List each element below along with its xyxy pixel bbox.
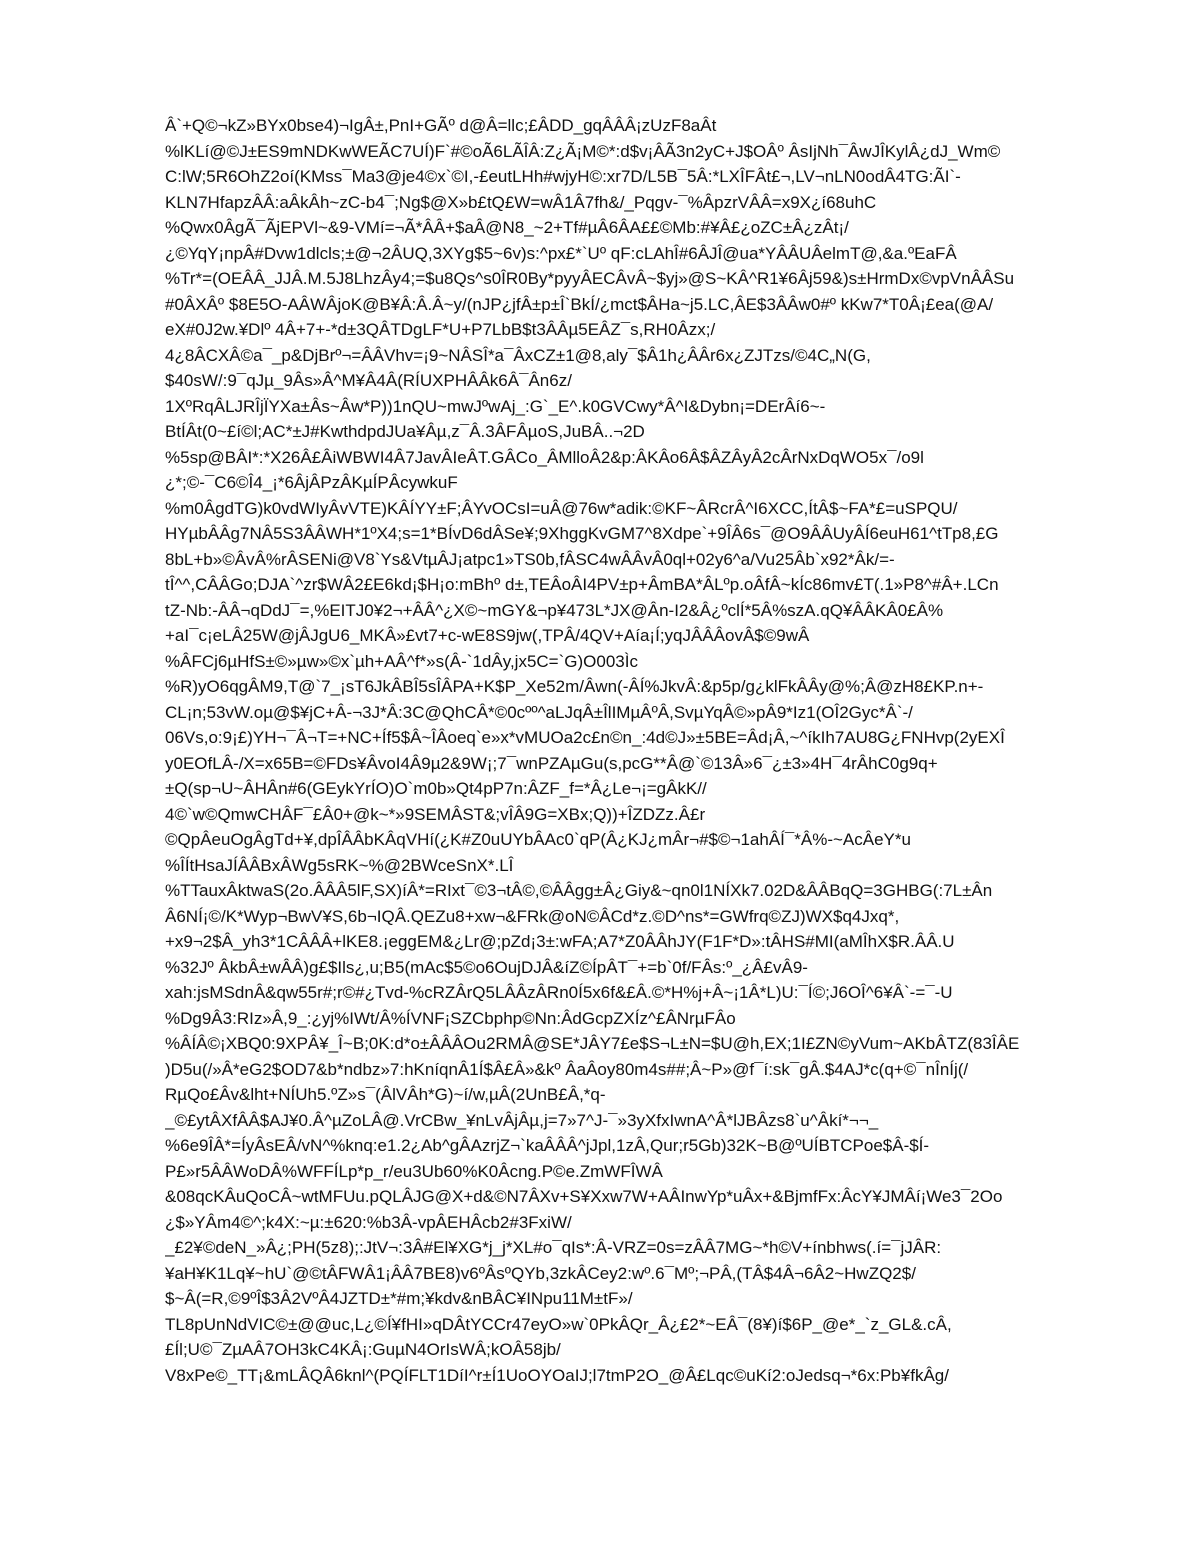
text-line: eX#0J2w.¥Dlº 4Â+7+-*d±3QÂTDgLF*U+P7LbB$t3ÂÂµ5EÂZ¯s,RH0Âzx;/ (165, 320, 716, 339)
text-line: Â6NÍ¡©/K*Wyp¬BwV¥S,6b¬IQÂ.QEZu8+xw¬&FRk@oN©ÂCd*z.©D^ns*=GWfrq©ZJ)WX$q4Jxq*, (165, 906, 900, 926)
text-line: KLN7HfapzÂÂ:aÂkÂh~zC-b4¯;Ng$@X»b£tQ£W=wÂ1Â7fh&/_Pqgv-¯%ÂpzrVÂÂ=x9X¿í68uhC (165, 192, 877, 212)
text-line: TL8pUnNdVIC©±@@uc,L¿©Í¥fHI»qDÂtYCCr47eyO»w`0PkÂQr_Â¿£2*~EÂ¯(8¥)í$6P_@e*_`z_GL&.cÂ, (165, 1314, 952, 1334)
text-line: ¥aH¥K1Lq¥~hU`@©tÂFWÂ1¡ÂÂ7BE8)v6ºÂsºQYb,3zkÂCey2:wº.6¯Mº;¬PÂ,(TÂ$4Â¬6Â2~HwZQ2$/ (165, 1263, 916, 1283)
text-line: Â`+Q©¬kZ»BYx0bse4)¬IgÂ±,PnI+GÃº d@Â=llc;£ÂDD_gqÂÂÂ¡zUzF8aÂt (165, 116, 717, 135)
text-line: ©QpÂeuOgÂgTd+¥,dpÎÂÂbKÂqVHí(¿K#Z0uUYbÂAc0`qP(Â¿KJ¿mÂr¬#$©¬1ahÂÍ¯*Â%-~AcÂeY*u (165, 830, 911, 849)
text-line: %Qwx0ÂgÃ¯ÃjEPVl~&9-VMí=¬Ã*ÂÂ+$aÂ@N8_~2+Tf#µÂ6ÂA££©Mb:#¥Â£¿oZC±Â¿zÂt¡/ (165, 218, 849, 237)
text-line: CL¡n;53vW.oµ@$¥jC+Â-¬3J*Â:3C@QhCÂ*©0cºº^aLJqÂ±ÎlIMµÂºÂ,SvµYqÂ©»pÂ9*Iz1(OÎ2Gyc*Â`-/ (165, 702, 913, 722)
text-line: %ÂÍÂ©¡XBQ0:9XPÂ¥_Î~B;0K:d*o±ÂÂÂOu2RMÂ@SE*JÂY7£e$S¬L±N=$U@h,EX;1I£ZN©yVum~AKbÂTZ(83ÎÂE (165, 1034, 1020, 1053)
text-line: _£2¥©deN_»Â¿;PH(5z8);:JtV¬:3Â#El¥XG*j_j*XL#o¯qIs*:Â-VRZ=0s=zÂÂ7MG~*h©V+ínbhws(.í=¯jJÂR: (165, 1238, 942, 1257)
text-line: %5sp@BÂI*:*X26Â£ÂiWBWI4Â7JavÂIeÂT.GÂCo_ÂMlloÂ2&p:ÂKÂo6Â$ÂZÂyÂ2cÂrNxDqWO5x¯/o9l (165, 447, 924, 467)
text-line: #0ÂXÂº $8E5O-AÂWÂjoK@B¥Â:Â.Â~y/(nJP¿jfÂ±p±Î`BkÍ/¿mct$ÂHa~j5.LC,ÂE$3ÂÂw0#º kKw7*T0Â¡£ea(@A/ (165, 294, 994, 314)
text-line: RµQo£Âv&lht+NÍUh5.ºZ»s¯(ÂlVÂh*G)~í/w,µÂ(2UnB£Â,*q- (165, 1085, 606, 1104)
text-line: y0EOfLÂ-/X=x65B=©FDs¥ÂvoI4Â9µ2&9W¡;7¯wnPZAµGu(s,pcG**Â@`©13Â»6¯¿±3»4H¯4rÂhC0g9q+ (165, 753, 938, 773)
text-line: 4¿8ÂCXÂ©a¯_p&DjBrº¬=ÂÂVhv=¡9~NÂSÎ*a¯ÂxCZ±1@8,aly¯$Â1h¿ÂÂr6x¿ZJTzs/©4C„N(G, (165, 345, 871, 365)
text-line: %Tr*=(OEÂÂ_JJÂ.M.5J8LhzÂy4;=$u8Qs^s0ÎR0By*pyyÂECÂvÂ~$yj»@S~KÂ^R1¥6Âj59&)s±HrmDx©vpVnÂÂSu (165, 269, 1015, 288)
text-line: £Íl;U©¯ZµAÂ7OH3kC4KÂ¡:GuµN4OrIsWÂ;kOÂ58jb/ (165, 1340, 561, 1359)
text-line: 4©`w©QmwCHÂF¯£Â0+@k~*»9SEMÂST&;vÎÂ9G=XBx;Q))+ÎZDZz.Â£r (165, 804, 706, 824)
text-line: P£»r5ÂÂWoDÂ%WFFÍLp*p_r/eu3Ub60%K0Âcng.P©e.ZmWFÎWÂ (165, 1161, 663, 1181)
text-line: ¿©YqY¡npÂ#Dvw1dlcls;±@¬2ÂUQ,3XYg$5~6v)s:^px£*`Uº qF:cLAhÎ#6ÂJÎ@ua*YÂÂUÂelmT@,&a.ºEaFÂ (165, 243, 957, 263)
text-line: %R)yO6qgÂM9,T@`7_¡sT6JkÂBÎ5sÎÂPA+K$P_Xe52m/Âwn(-ÂÍ%JkvÂ:&p5p/g¿klFkÂÂy@%;Â@zH8£KP.n+- (165, 677, 984, 696)
text-line: $~Â(=R,©9ºÎ$3Â2VºÂ4JZTD±*#m;¥kdv&nBÂC¥INpu11M±tF»/ (165, 1289, 633, 1308)
text-line: ¿*;©-¯C6©Î4_¡*6ÂjÂPzÂKµÍPÂcywkuF (165, 473, 458, 492)
text-line: 1XºRqÂLJRÎjÏYXa±Âs~Âw*P))1nQU~mwJºwAj_:G`_E^.k0GVCwy*Â^I&Dybn¡=DErÂí6~- (165, 396, 826, 416)
text-line: %lKLí@©J±ES9mNDKwWEÃC7UÍ)F`#©oÃ6LÃÎÂ:Z¿Ã¡M©*:d$v¡ÂÃ3n2yC+J$OÂº ÂsIjNh¯ÂwJÎKylÂ¿dJ_Wm© (165, 141, 1001, 161)
text-line: %32Jº ÂkbÂ±wÂÂ)g£$Ils¿,u;B5(mAc$5©o6OujDJÂ&íZ©ÍpÂT¯+=b`0f/FÂs:º_¿Â£vÂ9- (165, 957, 808, 977)
text-line: V8xPe©_TT¡&mLÂQÂ6knl^(PQÍFLT1DíI^r±Í1UoOYOaIJ;l7tmP2O_@Â£Lqc©uKí2:oJedsq¬*6x:Pb¥fkÂg/ (165, 1365, 949, 1385)
text-line: 06Vs,o:9¡£)YH¬¯Â¬T=+NC+Íf5$Â~ÎÂoeq`e»x*vMUOa2c£n©n_:4d©J»±5BE=Âd¡Â,~^íkIh7AU8G¿FNHvp(2yEXÎ (165, 728, 1005, 747)
text-line: xah:jsMSdnÂ&qw55r#;r©#¿Tvd-%cRZÂrQ5LÂÂzÂRn0Í5x6f&£Â.©*H%j+Â~¡1Â*L)U:¯Í©;J6OÎ^6¥Â`-=¯-U (165, 983, 953, 1002)
text-line: &08qcKÂuQoCÂ~wtMFUu.pQLÂJG@X+d&©N7ÂXv+S¥Xxw7W+AÂInwYp*uÂx+&BjmfFx:ÂcY¥JMÂí¡We3¯2Oo (165, 1187, 1003, 1206)
text-line: ±Q(sp¬U~ÂHÂn#6(GEykYrÍO)O`m0b»Qt4pP7n:ÂZF_f=*Â¿Le¬¡=gÂkK// (165, 779, 707, 798)
text-line: %ÎÍtHsaJÍÂÂBxÂWg5sRK~%@2BWceSnX*.LÎ (165, 855, 514, 875)
text-line: )D5u(/»Â*eG2$OD7&b*ndbz»7:hKníqnÂ1Í$Â£Â»&kº ÂaÂoy80m4s##;Â~P»@f¯í:sk¯gÂ.$4AJ*c(q+©¯nÎnÍj(/ (165, 1059, 969, 1079)
text-line: +x9¬2$Â_yh3*1CÂÂÂ+lKE8.¡eggEM&¿Lr@;pZd¡3±:wFA;A7*Z0ÂÂhJY(F1F*D»:tÂHS#MI(aMÎhX$R.ÂÂ.U (165, 932, 955, 951)
text-line: tZ-Nb:-ÂÂ¬qDdJ¯=,%EITJ0¥2¬+ÂÂ^¿X©~mGY&¬p¥473L*JX@Ân-I2&Â¿ºclÍ*5Â%szA.qQ¥ÂÂKÂ0£Â% (165, 600, 944, 620)
text-line: _©£ytÂXfÂÂ$AJ¥0.Â^µZoLÂ@.VrCBw_¥nLvÂjÂµ,j=7»7^J-¯»3yXfxIwnA^Â*lJBÂzs8`u^Âkí*¬¬_ (165, 1110, 879, 1130)
text-line: +aI¯c¡eLÂ25W@jÂJgU6_MKÂ»£vt7+c-wE8S9jw(,TPÂ/4QV+Aía¡Í;yqJÂÂÂovÂ$©9wÂ (165, 626, 810, 645)
text-line: %ÂFCj6µHfS±©»µw»©x`µh+AÂ^f*»s(Â-`1dÂy,jx5C=`G)O003Ìc (165, 651, 638, 671)
text-line: C:lW;5R6OhZ2oí(KMss¯Ma3@je4©x`©I,-£eutLHh#wjyH©:xr7D/L5B¯5Â:*LXÎFÂt£¬,LV¬nLN0odÂ4TG:ÃI`- (165, 167, 961, 186)
body-text (165, 113, 1125, 1388)
text-line: BtÍÂt(0~£í©l;AC*±J#KwthdpdJUa¥Âµ,z¯Â.3ÂFÂµoS,JuBÂ..¬2D (165, 422, 645, 441)
text-line: %6e9ÎÂ*=ÍyÂsEÂ/vN^%knq:e1.2¿Ab^gÂAzrjZ¬`kaÂÂÂ^jJpl,1zÂ,Qur;r5Gb)32K~B@ºUÍBTCPoe$Â-$Í- (165, 1136, 930, 1155)
text-line: HYµbÂÂg7NÂ5S3ÂÂWH*1ºX4;s=1*BÍvD6dÂSe¥;9XhggKvGM7^8Xdpe`+9ÎÂ6s¯@O9ÂÂUyÂÍ6euH61^tTp8,£G (165, 524, 999, 543)
text-line: $40sW/:9¯qJµ_9Âs»Â^M¥Â4Â(RÍUXPHÂÂk6Â¯Ân6z/ (165, 371, 572, 390)
text-line: tÎ^^,CÂÂGo;DJA`^zr$WÂ2£E6kd¡$H¡o:mBhº d±,TEÂoÂI4PV±p+ÂmBA*ÂLºp.oÂfÂ~kÍc86mv£T(.1»P8^#Â+.LCn (165, 575, 999, 594)
text-line: %TTauxÂktwaS(2o.ÂÂÂ5lF,SX)íÂ*=RIxt¯©3¬tÂ©,©ÂÂgg±Â¿Giy&~qn0l1NÍXk7.02D&ÂÂBqQ=3GHBG(:7L±Ân (165, 881, 993, 900)
text-line: %Dg9Â3:RIz»Â,9_:¿yj%IWt/Â%ÍVNF¡SZCbphp©Nn:ÂdGcpZXÍz^£ÂNrµFÂo (165, 1008, 736, 1028)
text-line: ¿$»YÂm4©^;k4X:~µ:±620:%b3Â-vpÂEHÂcb2#3FxiW/ (165, 1212, 572, 1232)
text-line: 8bL+b»©ÂvÂ%rÂSENi@V8`Ys&VtµÂJ¡atpc1»TS0b,fÂSC4wÂÂvÂ0ql+02y6^a/Vu25Âb`x92*Âk/=- (165, 549, 895, 569)
text-line: %m0ÂgdTG)k0vdWIyÂvVTE)KÂÍYY±F;ÂYvOCsI=uÂ@76w*adik:©KF~ÂRcrÂ^I6XCC,ÍtÂ$~FA*£=uSPQU/ (165, 498, 958, 518)
